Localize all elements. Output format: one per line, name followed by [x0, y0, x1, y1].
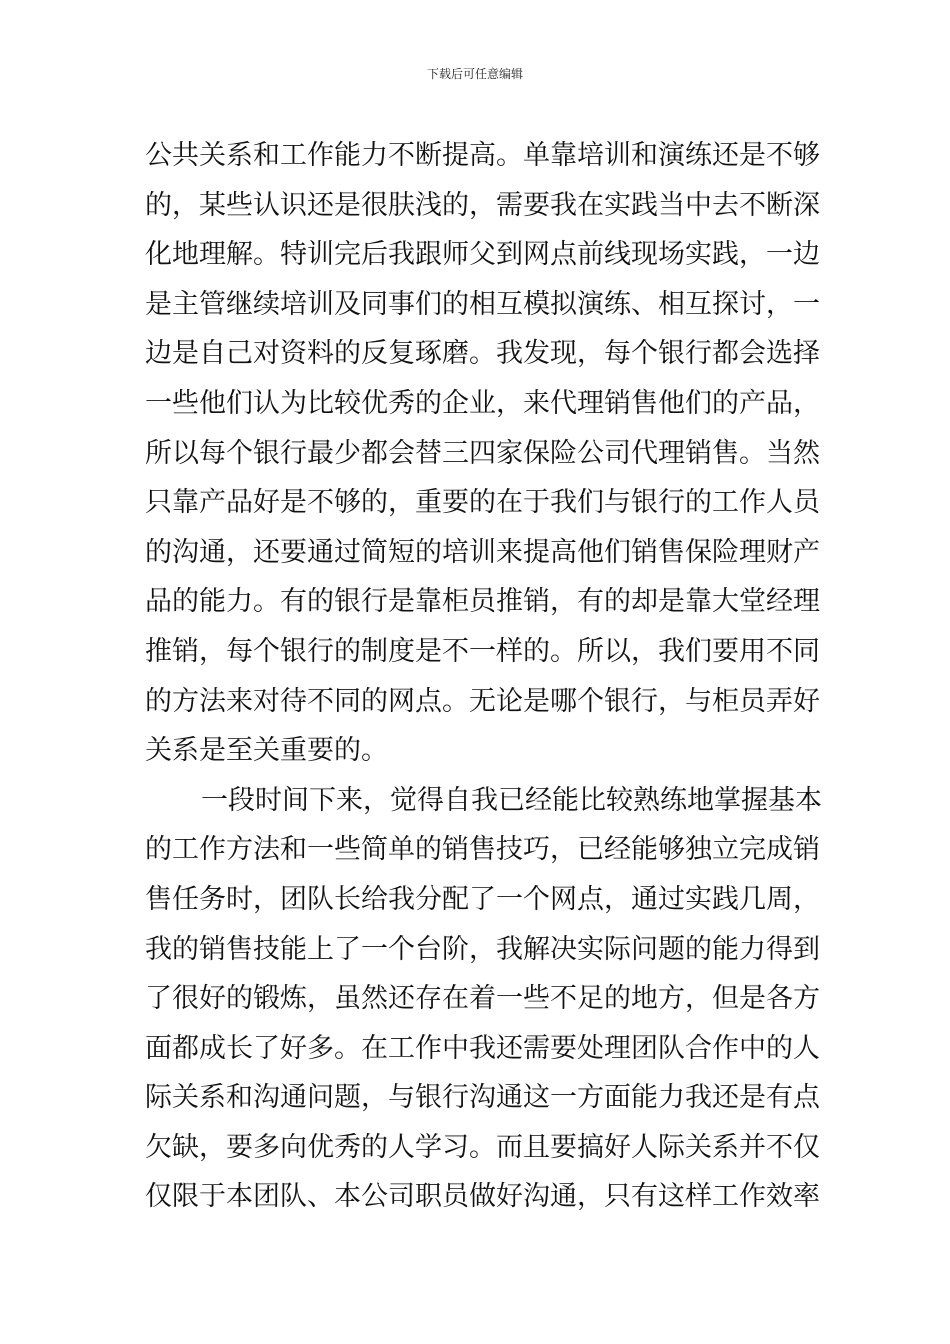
text-line: 是主管继续培训及同事们的相互模拟演练、相互探讨，一	[145, 288, 820, 320]
text-line: 推销，每个银行的制度是不一样的。所以，我们要用不同	[145, 635, 820, 667]
text-line: 了很好的锻炼，虽然还存在着一些不足的地方，但是各方	[145, 983, 820, 1015]
text-line: 的，某些认识还是很肤浅的，需要我在实践当中去不断深	[145, 189, 820, 221]
text-line: 的方法来对待不同的网点。无论是哪个银行，与柜员弄好	[145, 685, 820, 717]
text-line: 面都成长了好多。在工作中我还需要处理团队合作中的人	[145, 1032, 820, 1064]
text-line: 我的销售技能上了一个台阶，我解决实际问题的能力得到	[145, 933, 820, 965]
text-line: 一段时间下来，觉得自我已经能比较熟练地掌握基本	[201, 784, 822, 816]
text-line: 欠缺，要多向优秀的人学习。而且要搞好人际关系并不仅	[145, 1131, 820, 1163]
text-line: 一些他们认为比较优秀的企业，来代理销售他们的产品，	[145, 387, 820, 419]
text-line: 公共关系和工作能力不断提高。单靠培训和演练还是不够	[145, 140, 820, 171]
text-line: 关系是至关重要的。	[145, 735, 388, 767]
text-line: 售任务时，团队长给我分配了一个网点，通过实践几周，	[145, 883, 820, 915]
text-line: 边是自己对资料的反复琢磨。我发现，每个银行都会选择	[145, 338, 820, 370]
text-line: 所以每个银行最少都会替三四家保险公司代理销售。当然	[145, 437, 820, 469]
text-line: 际关系和沟通问题，与银行沟通这一方面能力我还是有点	[145, 1082, 820, 1114]
text-line: 的工作方法和一些简单的销售技巧，已经能够独立完成销	[145, 834, 820, 866]
body-text	[145, 131, 822, 1222]
text-line: 只靠产品好是不够的，重要的在于我们与银行的工作人员	[145, 487, 820, 519]
text-line: 品的能力。有的银行是靠柜员推销，有的却是靠大堂经理	[145, 586, 820, 618]
page-header: 下载后可任意编辑	[426, 67, 523, 81]
text-line: 的沟通，还要通过简短的培训来提高他们销售保险理财产	[145, 536, 820, 568]
text-line: 化地理解。特训完后我跟师父到网点前线现场实践，一边	[145, 239, 820, 271]
paragraph-1	[145, 131, 820, 776]
paragraph-2	[145, 776, 822, 1222]
text-line: 仅限于本团队、本公司职员做好沟通，只有这样工作效率	[145, 1181, 820, 1213]
